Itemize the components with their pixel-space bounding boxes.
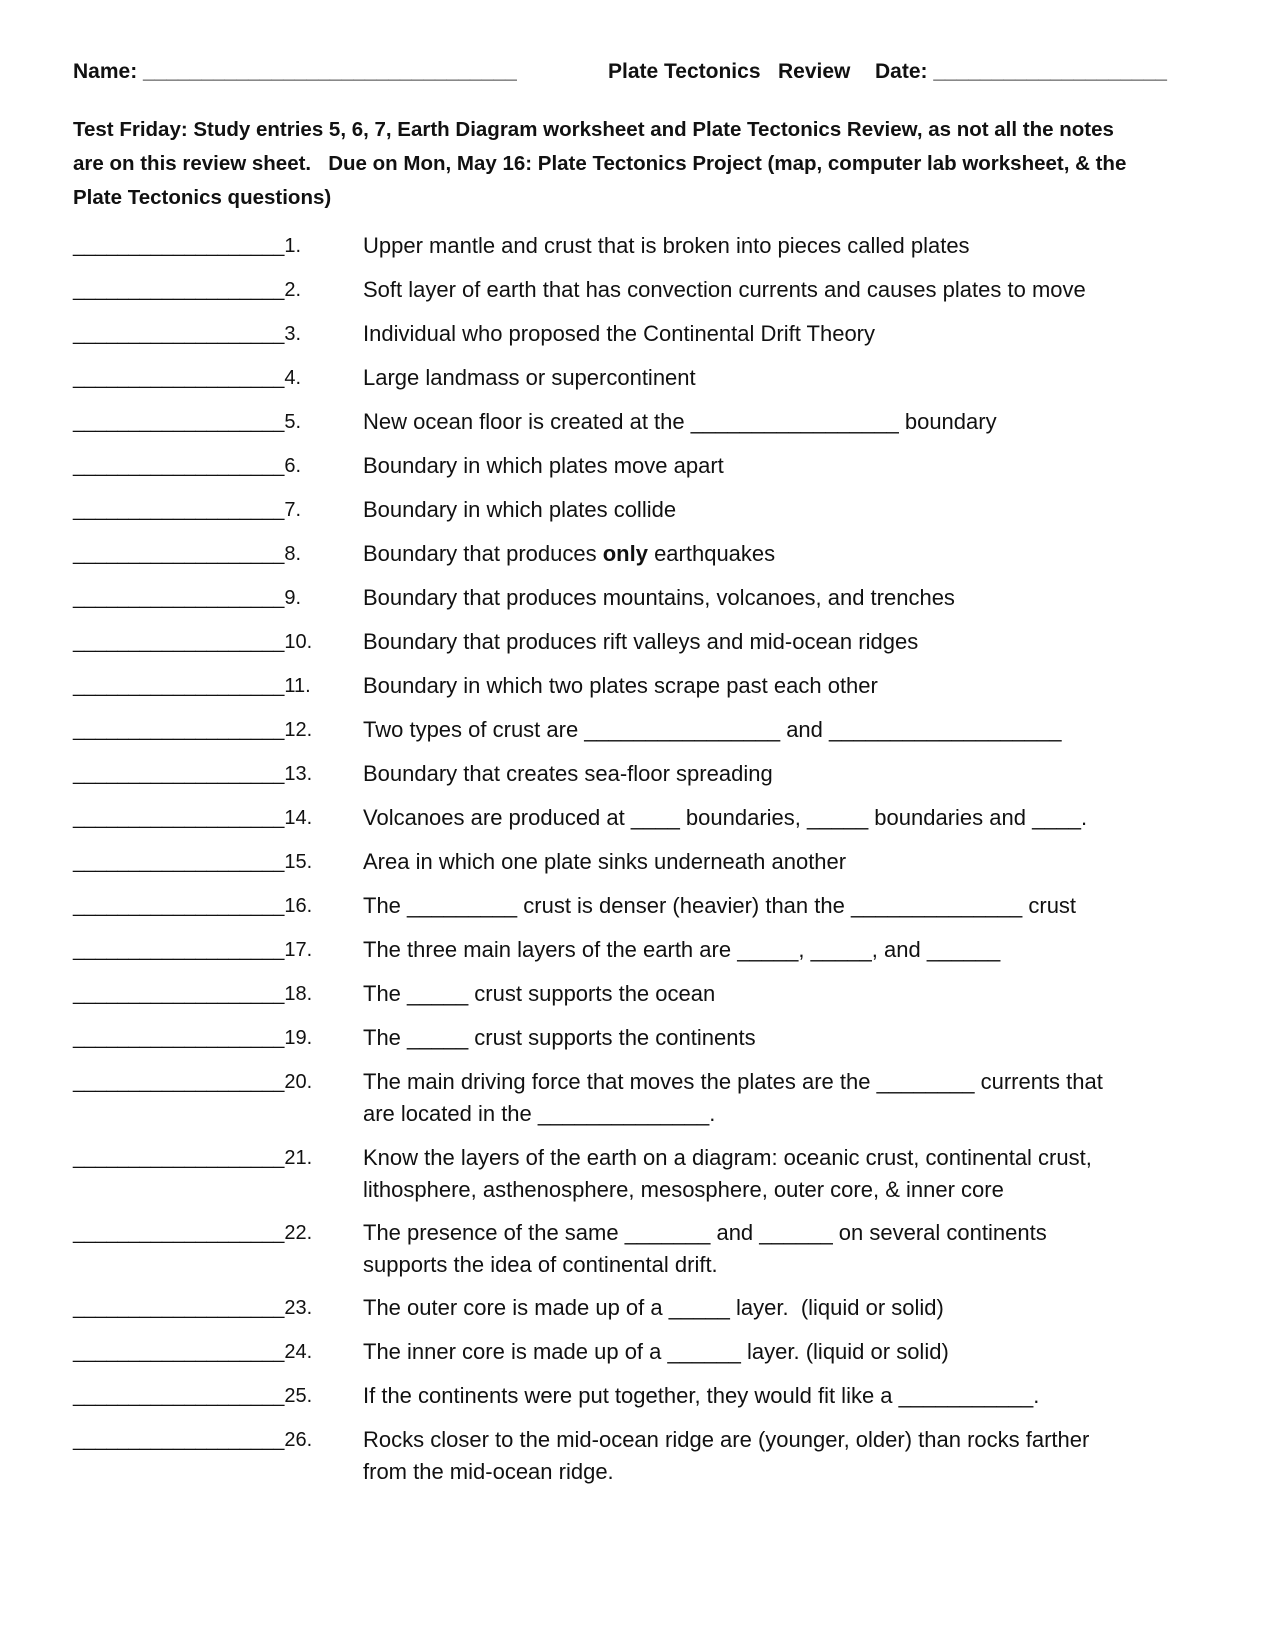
question-text: Boundary that creates sea-floor spreading xyxy=(363,761,773,786)
answer-blank: ___________________1. xyxy=(73,235,302,257)
answer-blank: ___________________26. xyxy=(73,1429,313,1451)
question-text: Area in which one plate sinks underneath another xyxy=(363,849,847,874)
question-text: Know the layers of the earth on a diagram: oceanic crust, continental crust, lithosphere, asthenosphere, mesosphere, outer core, & inner core xyxy=(363,1145,1092,1202)
question-text: Boundary that produces only earthquakes xyxy=(363,541,776,566)
answer-blank: ___________________6. xyxy=(73,455,302,477)
answer-blank: ___________________7. xyxy=(73,499,302,521)
question-text: If the continents were put together, they would fit like a ___________. xyxy=(363,1383,1040,1408)
answer-blank: ___________________17. xyxy=(73,939,313,961)
answer-blank: ___________________14. xyxy=(73,807,313,829)
question-text: The _________ crust is denser (heavier) than the ______________ crust xyxy=(363,893,1077,918)
emphasis-text: only xyxy=(602,541,648,566)
answer-blank: ___________________24. xyxy=(73,1341,313,1363)
question-text: Volcanoes are produced at ____ boundaries, _____ boundaries and ____. xyxy=(363,805,1088,830)
answer-blank: ___________________16. xyxy=(73,895,313,917)
question-text: Soft layer of earth that has convection currents and causes plates to move xyxy=(363,277,1086,302)
worksheet-header xyxy=(73,60,1193,92)
answer-blank: ___________________4. xyxy=(73,367,302,389)
question-text: Boundary in which plates move apart xyxy=(363,453,724,478)
question-text: Upper mantle and crust that is broken into pieces called plates xyxy=(363,233,970,258)
page-title: Plate Tectonics Review xyxy=(608,60,851,83)
instructions xyxy=(73,113,1203,215)
answer-blank: ___________________20. xyxy=(73,1071,313,1093)
answer-blank: ___________________18. xyxy=(73,983,313,1005)
question-text: Boundary that produces rift valleys and mid-ocean ridges xyxy=(363,629,919,654)
question-text: The inner core is made up of a ______ layer. (liquid or solid) xyxy=(363,1339,949,1364)
answer-blank: ___________________9. xyxy=(73,587,302,609)
question-text: Boundary in which plates collide xyxy=(363,497,677,522)
name-field: Name: ________________________________ xyxy=(73,60,517,83)
answer-blank: ___________________10. xyxy=(73,631,313,653)
answer-blank: ___________________22. xyxy=(73,1222,313,1244)
question-text: Individual who proposed the Continental Drift Theory xyxy=(363,321,876,346)
answer-blank: ___________________12. xyxy=(73,719,313,741)
question-text: The three main layers of the earth are _____, _____, and ______ xyxy=(363,937,1001,962)
instructions-line: are on this review sheet. Due on Mon, May 16: Plate Tectonics Project (map, computer lab worksheet, & the xyxy=(73,152,1127,175)
question-text: The main driving force that moves the plates are the ________ currents that are located in the ______________. xyxy=(363,1069,1103,1126)
question-text: Boundary that produces mountains, volcanoes, and trenches xyxy=(363,585,955,610)
answer-blank: ___________________13. xyxy=(73,763,313,785)
answer-blank: ___________________19. xyxy=(73,1027,313,1049)
answer-blank: ___________________11. xyxy=(73,675,311,697)
answer-blank: ___________________15. xyxy=(73,851,313,873)
date-field: Date: ____________________ xyxy=(875,60,1167,83)
question-text: Rocks closer to the mid-ocean ridge are (younger, older) than rocks farther from the mid-ocean ridge. xyxy=(363,1427,1090,1484)
answer-blank: ___________________5. xyxy=(73,411,302,433)
answer-blank: ___________________2. xyxy=(73,279,302,301)
question-text: The outer core is made up of a _____ layer. (liquid or solid) xyxy=(363,1295,944,1320)
question-text: The presence of the same _______ and ______ on several continents supports the idea of continental drift. xyxy=(363,1220,1047,1277)
question-text: Two types of crust are ________________ and ___________________ xyxy=(363,717,1062,742)
answer-blank: ___________________21. xyxy=(73,1147,313,1169)
answer-blank: ___________________8. xyxy=(73,543,302,565)
question-text: The _____ crust supports the ocean xyxy=(363,981,716,1006)
answer-blank: ___________________23. xyxy=(73,1297,313,1319)
question-text: The _____ crust supports the continents xyxy=(363,1025,756,1050)
answer-blank: ___________________3. xyxy=(73,323,302,345)
question-text: Large landmass or supercontinent xyxy=(363,365,696,390)
instructions-line: Plate Tectonics questions) xyxy=(73,186,332,209)
instructions-line: Test Friday: Study entries 5, 6, 7, Earth Diagram worksheet and Plate Tectonics Review, as not all the notes xyxy=(73,118,1114,141)
question-text: New ocean floor is created at the _________________ boundary xyxy=(363,409,997,434)
answer-blank: ___________________25. xyxy=(73,1385,313,1407)
question-text: Boundary in which two plates scrape past each other xyxy=(363,673,878,698)
